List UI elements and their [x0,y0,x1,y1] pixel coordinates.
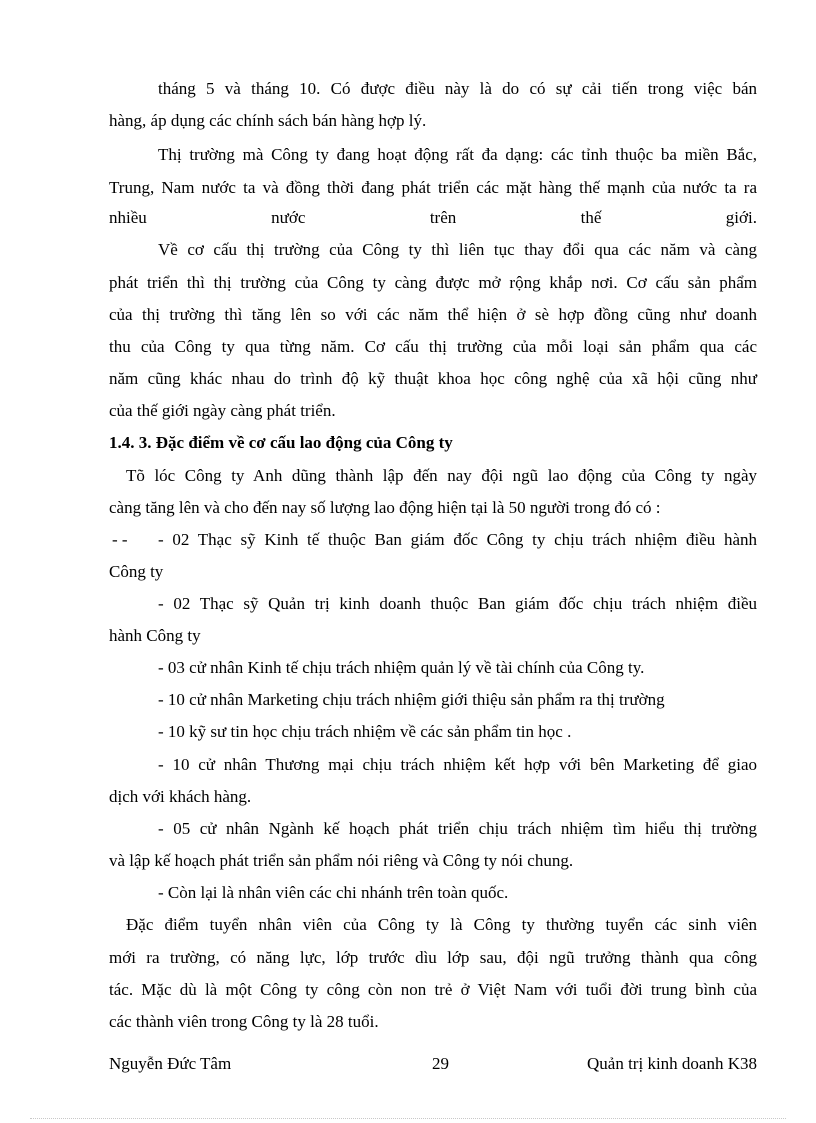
paragraph-line: tác. Mặc dù là một Công ty công còn non trẻ ở Việt Nam với tuổi đời trung bình của [109,980,757,999]
bullet-marker: - - [112,530,128,549]
paragraph-line: nhiều nước trên thế giới. [109,208,757,227]
paragraph-line: Trung, Nam nước ta và đồng thời đang phát triển các mặt hàng thế mạnh của nước ta ra [109,178,757,197]
paragraph-line: phát triển thì thị trường của Công ty càng được mở rộng khắp nơi. Cơ cấu sản phẩm [109,273,757,292]
footer-course: Quản trị kinh doanh K38 [587,1054,757,1073]
list-item: - 10 kỹ sư tin học chịu trách nhiệm về các sản phẩm tin học . [158,722,572,741]
list-item: - 10 cử nhân Marketing chịu trách nhiệm giới thiệu sản phẩm ra thị trường [158,690,665,709]
paragraph-line: Tõ lóc Công ty Anh dũng thành lập đến nay đội ngũ lao động của Công ty ngày [126,466,757,485]
list-item: - 05 cử nhân Ngành kế hoạch phát triển chịu trách nhiệm tìm hiểu thị trường [158,819,757,838]
list-item: - 03 cử nhân Kinh tế chịu trách nhiệm quản lý về tài chính của Công ty. [158,658,645,677]
paragraph-line: Về cơ cấu thị trường của Công ty thì liên tục thay đổi qua các năm và càng [158,240,757,259]
footer-page-number: 29 [432,1054,449,1073]
paragraph-line: mới ra trường, có năng lực, lớp trước dìu lớp sau, đội ngũ trưởng thành qua công [109,948,757,967]
list-item-continuation: Công ty [109,562,164,581]
footer-author: Nguyễn Đức Tâm [109,1054,232,1073]
list-item-continuation: và lập kế hoạch phát triển sản phẩm nói riêng và Công ty nói chung. [109,851,574,870]
list-item: - 10 cử nhân Thương mại chịu trách nhiệm kết hợp với bên Marketing để giao [158,755,757,774]
paragraph-line: của thế giới ngày càng phát triển. [109,401,336,420]
section-heading: 1.4. 3. Đặc điểm về cơ cấu lao động của Công ty [109,433,453,452]
list-item: - 02 Thạc sỹ Kinh tế thuộc Ban giám đốc Công ty chịu trách nhiệm điều hành [158,530,757,549]
paragraph-line: hàng, áp dụng các chính sách bán hàng hợp lý. [109,111,427,130]
paragraph-line: Đặc điểm tuyển nhân viên của Công ty là Công ty thường tuyển các sinh viên [126,915,757,934]
paragraph-line: năm cũng khác nhau do trình độ kỹ thuật khoa học công nghệ của xã hội cũng như [109,369,757,388]
paragraph-line: Thị trường mà Công ty đang hoạt động rất đa dạng: các tỉnh thuộc ba miền Bắc, [158,145,757,164]
list-item: - Còn lại là nhân viên các chi nhánh trên toàn quốc. [158,883,509,902]
page-bottom-divider [30,1118,786,1119]
list-item-continuation: hành Công ty [109,626,201,645]
paragraph-line: tháng 5 và tháng 10. Có được điều này là do có sự cải tiến trong việc bán [158,79,757,98]
list-item: - 02 Thạc sỹ Quản trị kinh doanh thuộc Ban giám đốc chịu trách nhiệm điều [158,594,757,613]
paragraph-line: của thị trường thì tăng lên so với các năm thể hiện ở sè hợp đồng cũng như doanh [109,305,757,324]
paragraph-line: càng tăng lên và cho đến nay số lượng lao động hiện tại là 50 người trong đó có : [109,498,661,517]
paragraph-line: các thành viên trong Công ty là 28 tuổi. [109,1012,379,1031]
paragraph-line: thu của Công ty qua từng năm. Cơ cấu thị trường của mỗi loại sản phẩm qua các [109,337,757,356]
list-item-continuation: dịch với khách hàng. [109,787,252,806]
